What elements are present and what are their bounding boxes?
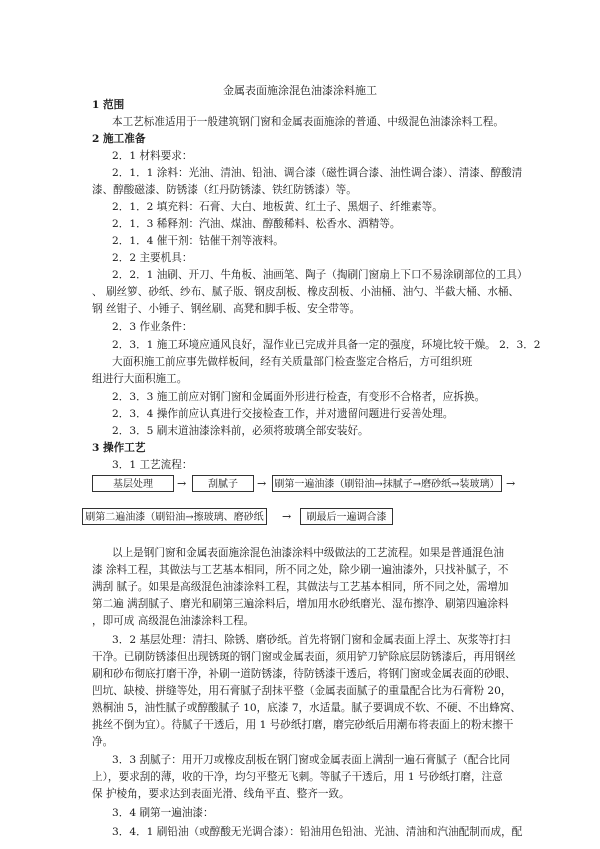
item-3-3-line-2: 上），要求刮的薄，收的干净，均匀平整无飞刺。等腻子干透后，用 1 号砂纸打磨，注意 [92, 771, 503, 783]
flow-step-second-coat: 刷第二遍油漆（刷铅油→擦玻璃、磨砂纸 [82, 508, 267, 525]
item-2-2-1-line-2: 、 刷丝箩、砂纸、纱布、腻子版、钢皮刮板、橡皮刮板、小油桶、油勺、半截大桶、水桶、 [92, 286, 520, 298]
paragraph-flow-line-1: 以上是钢门窗和金属表面施涂混色油漆涂料中级做法的工艺流程。如果是普通混色油 [112, 547, 504, 559]
item-3-2-line-3: 刷和砂布彻底打磨干净，补刷一道防锈漆，待防锈漆干透后，将钢门窗或金属表面的砂眼、 [92, 668, 516, 680]
subsection-2-1-heading: 2．1 材料要求： [112, 150, 193, 162]
flow-arrow: → [282, 510, 292, 523]
item-2-3-3: 2．3．3 施工前应对钢门窗和金属面外形进行检查，有变形不合格者，应拆换。 [112, 391, 486, 403]
flow-step-putty: 刮腻子 [192, 475, 254, 492]
item-2-1-1-line-2: 漆、醇酸磁漆、防锈漆（红丹防锈漆、铁红防锈漆）等。 [92, 184, 357, 196]
flow-arrow: → [257, 477, 267, 490]
item-3-3-line-1: 3．3 刮腻子：用开刀或橡皮刮板在钢门窗或金属表面上满刮一遍石膏腻子（配合比同 [112, 754, 511, 766]
item-2-1-1-line-1: 2．1．1 涂料：光油、清油、铅油、调合漆（磁性调合漆、油性调合漆）、清漆、醇酸清 [112, 167, 523, 179]
subsection-3-4-heading: 3．4 刷第一遍油漆： [112, 807, 214, 819]
item-3-2-line-4: 凹坑、缺棱、拼缝等处，用石膏腻子刮抹平整（金属表面腻子的重量配合比为石膏粉 20， [92, 685, 512, 697]
paragraph-flow-line-4: 第二遍 满刮腻子、磨光和刷第三遍涂料后，增加用水砂纸磨光、湿布擦净、刷第四遍涂料 [92, 598, 509, 610]
item-2-3-1-line-1: 2．3．1 施工环境应通风良好，湿作业已完成并具备一定的强度，环境比较干燥。 2．3．2 [112, 339, 541, 351]
item-3-2-line-5: 熟桐油 5，油性腻子或醇酸腻子 10，底漆 7，水适量。腻子要调成不软、不硬、不出蜂窝、 [92, 702, 522, 714]
item-2-1-4: 2．1．4 催干剂：钴催干剂等液料。 [112, 235, 284, 247]
item-3-3-line-3: 保 护棱角，要求达到表面光滑、线角平直、整齐一致。 [92, 788, 350, 800]
flow-step-base-treatment: 基层处理 [92, 475, 174, 492]
item-2-2-1-line-3: 钢 丝钳子、小锤子、钢丝刷、高凳和脚手板、安全带等。 [92, 303, 361, 315]
flow-arrow: → [177, 477, 187, 490]
item-3-2-line-1: 3．2 基层处理：清扫、除锈、磨砂纸。首先将钢门窗和金属表面上浮土、灰浆等打扫 [112, 634, 511, 646]
section-1-paragraph: 本工艺标准适用于一般建筑钢门窗和金属表面施涂的普通、中级混色油漆涂料工程。 [112, 116, 504, 128]
item-3-2-line-2: 干净。已刷防锈漆但出现锈斑的钢门窗或金属表面，须用铲刀铲除底层防锈漆后，再用钢丝 [92, 651, 516, 663]
flow-step-final-coat: 刷最后一遍调合漆 [300, 508, 393, 525]
paragraph-flow-line-5: ，即可成 高级混色油漆涂料工程。 [92, 615, 255, 627]
subsection-2-3-heading: 2．3 作业条件： [112, 321, 193, 333]
item-3-2-line-6: 挑丝不倒为宜）。待腻子干透后，用 1 号砂纸打磨，磨完砂纸后用潮布将表面上的粉末擦干 [92, 719, 514, 731]
flow-arrow: → [506, 477, 516, 490]
item-2-1-3: 2．1．3 稀释剂：汽油、煤油、醇酸稀料、松香水、酒精等。 [112, 218, 401, 230]
subsection-2-2-heading: 2．2 主要机具： [112, 252, 193, 264]
section-2-heading: 2 施工准备 [92, 133, 146, 145]
section-3-heading: 3 操作工艺 [92, 442, 146, 454]
subsection-3-1-heading: 3．1 工艺流程： [112, 459, 193, 471]
item-2-3-5: 2．3．5 刷末道油漆涂料前，必须将玻璃全部安装好。 [112, 425, 369, 437]
item-3-4-1-line-1: 3．4．1 刷铅油（或醇酸无光调合漆）：铅油用色铅油、光油、清油和汽油配制而成，配 [112, 826, 523, 838]
paragraph-flow-line-2: 漆 涂料工程，其做法与工艺基本相同，所不同之处，除少刷一遍油漆外，只找补腻子，不 [92, 564, 509, 576]
item-2-2-1-line-1: 2．2．1 油刷、开刀、牛角板、油画笔、陶子（掏刷门窗扇上下口不易涂刷部位的工具） [112, 269, 528, 281]
document-title: 金属表面施涂混色油漆涂料施工 [223, 84, 377, 97]
paragraph-flow-line-3: 满刮 腻子。如果是高级混色油漆涂料工程，其做法与工艺基本相同，所不同之处，需增加 [92, 581, 509, 593]
section-1-heading: 1 范围 [92, 99, 125, 111]
item-2-3-4: 2．3．4 操作前应认真进行交接检查工作，并对遗留问题进行妥善处理。 [112, 408, 454, 420]
item-2-1-2: 2．1．2 填充料：石膏、大白、地板黄、红土子、黑烟子、纤维素等。 [112, 201, 443, 213]
item-2-3-1-line-2: 大面积施工前应事先做样板间，经有关质量部门检查鉴定合格后，方可组织班 [112, 356, 473, 368]
item-3-2-line-7: 净。 [92, 736, 114, 748]
item-2-3-1-line-3: 组进行大面积施工。 [92, 373, 188, 385]
flow-step-first-coat: 刷第一遍油漆（刷铅油→抹腻子→磨砂纸→装玻璃） [272, 475, 502, 492]
